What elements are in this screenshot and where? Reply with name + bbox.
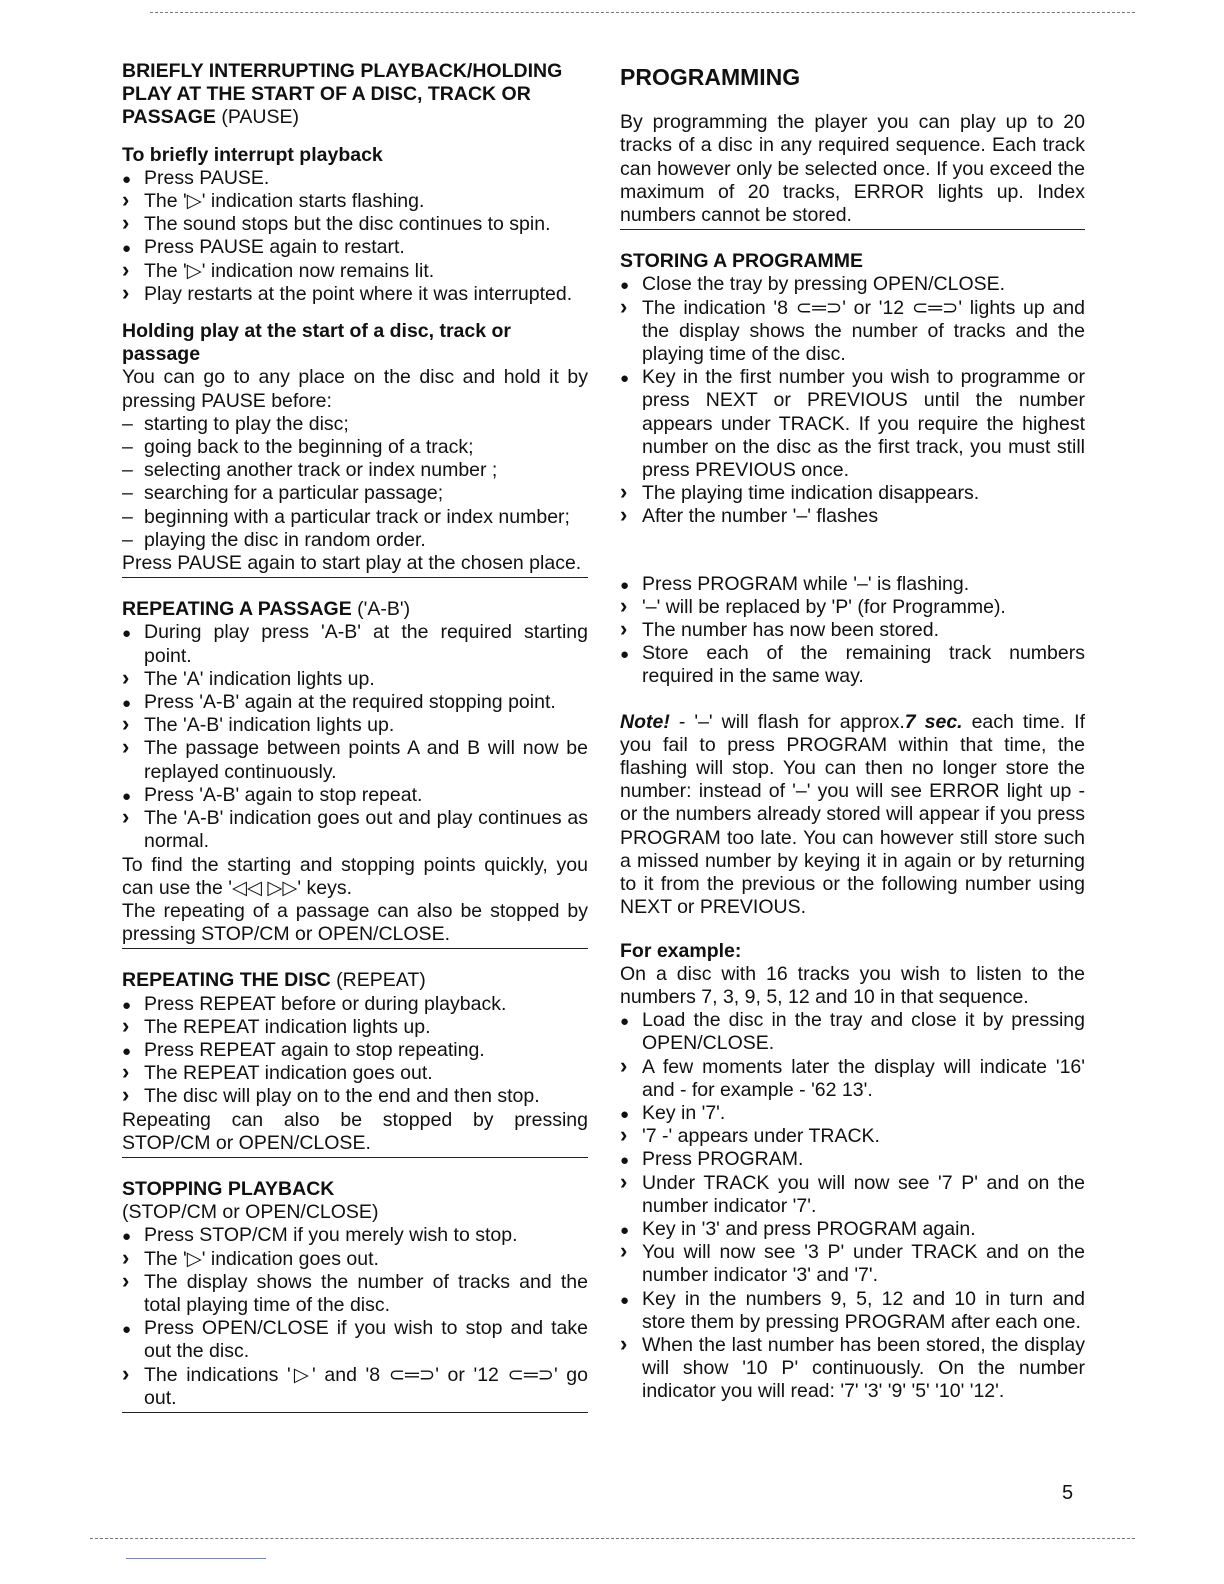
left-column	[122, 60, 588, 1433]
step-action	[620, 1288, 1085, 1334]
arrow-icon	[122, 1271, 142, 1294]
item-text: The '▷' indication starts flashing.	[144, 190, 425, 213]
store-section	[620, 250, 1085, 1403]
step-action	[620, 1218, 1085, 1241]
step-action	[122, 691, 588, 714]
programming-intro-section	[620, 66, 1085, 230]
arrow-icon	[620, 1334, 640, 1357]
step-result	[122, 668, 588, 691]
note-label: Note!	[620, 710, 670, 733]
arrow-icon	[620, 297, 640, 320]
step-action	[122, 236, 588, 259]
step-action	[620, 1148, 1085, 1171]
ab-heading: REPEATING A PASSAGE ('A-B')	[122, 598, 411, 621]
item-text: The disc will play on to the end and then stop.	[144, 1085, 540, 1108]
item-text: Press PROGRAM while '–' is flashing.	[642, 572, 970, 595]
item-text: playing the disc in random order.	[144, 528, 426, 551]
item-text: The REPEAT indication lights up.	[144, 1015, 431, 1038]
item-text: The 'A-B' indication goes out and play continues as normal.	[144, 807, 588, 853]
step-result	[122, 190, 588, 213]
step-result	[122, 1062, 588, 1085]
step-result	[620, 596, 1085, 619]
item-text: Press PAUSE.	[144, 166, 270, 189]
step-result	[122, 1085, 588, 1108]
item-text: Play restarts at the point where it was interrupted.	[144, 282, 573, 305]
item-text: During play press 'A-B' at the required starting point.	[144, 621, 588, 667]
store-note: Note! - '–' will flash for approx.7 sec. each time. If you fail to press PROGRAM within that time, the flashing will stop. You can then no longer store the number: instead of '–' you will see ERROR light up - or the numbers already stored will appear if you press PROGRAM too late. You can however still store such a missed number by keying it in again or by returning to it from the previous or the following number using NEXT or PREVIOUS.	[620, 710, 1085, 919]
bullet-icon	[620, 1009, 640, 1033]
step-action	[122, 167, 588, 190]
item-text: searching for a particular passage;	[144, 482, 444, 505]
item-text: The number has now been stored.	[642, 619, 940, 642]
step-result	[122, 1248, 588, 1271]
ab-tip: To find the starting and stopping points quickly, you can use the '◁◁ ▷▷' keys.	[122, 853, 588, 899]
item-text: The '▷' indication now remains lit.	[144, 259, 435, 282]
dash-item	[122, 482, 588, 505]
arrow-icon	[122, 668, 142, 691]
item-text: Close the tray by pressing OPEN/CLOSE.	[642, 273, 1006, 296]
item-text: Press 'A-B' again to stop repeat.	[144, 783, 423, 806]
step-action	[620, 1102, 1085, 1125]
step-result	[122, 283, 588, 306]
step-action	[122, 784, 588, 807]
ab-section	[122, 598, 588, 949]
item-text: The passage between points A and B will now be replayed continuously.	[144, 737, 588, 783]
arrow-icon	[122, 807, 142, 830]
bullet-icon	[620, 1288, 640, 1312]
step-result	[122, 714, 588, 737]
item-text: Press STOP/CM if you merely wish to stop.	[144, 1224, 518, 1247]
spacer	[620, 529, 1085, 573]
item-text: Key in the numbers 9, 5, 12 and 10 in turn and store them by pressing PROGRAM after each one.	[642, 1287, 1085, 1333]
pause-hold-outro: Press PAUSE again to start play at the chosen place.	[122, 552, 582, 575]
bullet-icon	[620, 366, 640, 390]
pause-subheading-hold: Holding play at the start of a disc, track or passage	[122, 320, 512, 366]
item-text: beginning with a particular track or index number;	[144, 505, 570, 528]
item-text: Press PAUSE again to restart.	[144, 236, 405, 259]
repeat-heading: REPEATING THE DISC (REPEAT)	[122, 969, 426, 992]
store-heading: STORING A PROGRAMME	[620, 250, 864, 273]
item-text: You will now see '3 P' under TRACK and on the number indicator '3' and '7'.	[642, 1241, 1085, 1287]
step-action	[620, 642, 1085, 688]
item-text: The indications '▷' and '8 ⊂═⊃' or '12 ⊂═⊃' go out.	[144, 1363, 588, 1409]
arrow-icon	[620, 619, 640, 642]
item-text: Press REPEAT again to stop repeating.	[144, 1038, 485, 1061]
step-action	[122, 1224, 588, 1247]
dash-icon	[122, 506, 142, 529]
scan-artifact-bottom	[90, 1538, 1135, 1539]
step-result	[122, 1271, 588, 1317]
item-text: The '▷' indication goes out.	[144, 1247, 379, 1270]
step-action	[122, 1039, 588, 1062]
programming-title: PROGRAMMING	[620, 64, 801, 90]
bullet-icon	[122, 621, 142, 645]
arrow-icon	[122, 283, 142, 306]
step-action	[620, 573, 1085, 596]
arrow-icon	[620, 505, 640, 528]
item-text: The indication '8 ⊂═⊃' or '12 ⊂═⊃' lights up and the display shows the number of tracks and the playing time of the disc.	[642, 296, 1085, 366]
item-text: Press PROGRAM.	[642, 1148, 804, 1171]
pause-hold-intro: You can go to any place on the disc and hold it by pressing PAUSE before:	[122, 366, 588, 412]
repeat-stop-note: Repeating can also be stopped by pressing STOP/CM or OPEN/CLOSE.	[122, 1108, 588, 1154]
pause-steps	[122, 167, 588, 306]
arrow-icon	[620, 1241, 640, 1264]
item-text: going back to the beginning of a track;	[144, 436, 474, 459]
item-text: Press OPEN/CLOSE if you wish to stop and take out the disc.	[144, 1317, 588, 1363]
step-action	[620, 273, 1085, 296]
item-text: selecting another track or index number ;	[144, 459, 498, 482]
item-text: Press REPEAT before or during playback.	[144, 992, 507, 1015]
item-text: Key in the first number you wish to programme or press NEXT or PREVIOUS until the number appears under TRACK. If you require the highest number on the disc as the first track, you must still press PREVIOUS once.	[642, 366, 1085, 482]
step-result	[620, 482, 1085, 505]
store-steps-1	[620, 273, 1085, 528]
dash-item	[122, 506, 588, 529]
dash-icon	[122, 436, 142, 459]
step-result	[122, 737, 588, 783]
dash-icon	[122, 459, 142, 482]
item-text: A few moments later the display will indicate '16' and - for example - '62 13'.	[642, 1055, 1085, 1101]
dash-item	[122, 459, 588, 482]
item-text: '–' will be replaced by 'P' (for Programme).	[642, 595, 1006, 618]
arrow-icon	[122, 737, 142, 760]
arrow-icon	[620, 1172, 640, 1195]
step-result	[122, 807, 588, 853]
store-steps-2	[620, 573, 1085, 689]
step-result	[122, 260, 588, 283]
programming-intro: By programming the player you can play up to 20 tracks of a disc in any required sequence. Each track can however only be selected once. If you exceed the maximum of 20 tracks, ERROR lights up. Index numbers cannot be stored.	[620, 111, 1085, 227]
bullet-icon	[620, 642, 640, 666]
item-text: The REPEAT indication goes out.	[144, 1062, 433, 1085]
item-text: Key in '3' and press PROGRAM again.	[642, 1217, 976, 1240]
arrow-icon	[620, 1056, 640, 1079]
stop-section	[122, 1178, 588, 1413]
item-text: The playing time indication disappears.	[642, 482, 980, 505]
arrow-icon	[122, 213, 142, 236]
pause-heading: BRIEFLY INTERRUPTING PLAYBACK/HOLDING PLAY AT THE START OF A DISC, TRACK OR PASSAGE (PAUSE)	[122, 60, 563, 129]
repeat-section	[122, 969, 588, 1158]
step-action	[122, 993, 588, 1016]
step-result	[620, 297, 1085, 367]
repeat-steps	[122, 993, 588, 1109]
pause-section	[122, 60, 588, 578]
step-result	[620, 1241, 1085, 1287]
step-result	[122, 1364, 588, 1410]
scan-artifact-top	[150, 12, 1135, 13]
dash-item	[122, 413, 588, 436]
example-heading: For example:	[620, 939, 742, 962]
item-text: starting to play the disc;	[144, 412, 349, 435]
item-text: Under TRACK you will now see '7 P' and on the number indicator '7'.	[642, 1171, 1085, 1217]
step-result	[620, 1125, 1085, 1148]
step-result	[620, 1056, 1085, 1102]
step-action	[122, 621, 588, 667]
ab-stop-note: The repeating of a passage can also be stopped by pressing STOP/CM or OPEN/CLOSE.	[122, 899, 588, 946]
item-text: Press 'A-B' again at the required stopping point.	[144, 691, 556, 714]
item-text: The sound stops but the disc continues to spin.	[144, 213, 551, 236]
dash-item	[122, 436, 588, 459]
dash-icon	[122, 482, 142, 505]
arrow-icon	[122, 1016, 142, 1039]
dash-item	[122, 529, 588, 552]
ab-steps	[122, 621, 588, 853]
item-text: After the number '–' flashes	[642, 505, 879, 528]
step-result	[122, 1016, 588, 1039]
pause-subheading-interrupt: To briefly interrupt playback	[122, 143, 383, 166]
dash-icon	[122, 529, 142, 552]
item-text: Load the disc in the tray and close it by pressing OPEN/CLOSE.	[642, 1009, 1085, 1055]
item-text: The display shows the number of tracks and the total playing time of the disc.	[144, 1270, 588, 1316]
example-steps	[620, 1009, 1085, 1403]
right-column	[620, 60, 1085, 1404]
arrow-icon	[122, 1085, 142, 1108]
item-text: Key in '7'.	[642, 1101, 726, 1124]
step-action	[122, 1317, 588, 1363]
step-action	[620, 366, 1085, 482]
step-result	[620, 1334, 1085, 1404]
stop-heading: STOPPING PLAYBACK	[122, 1177, 335, 1200]
item-text: Store each of the remaining track numbers required in the same way.	[642, 642, 1085, 688]
pause-hold-list	[122, 413, 588, 552]
dash-icon	[122, 413, 142, 436]
step-result	[620, 505, 1085, 528]
page-number: 5	[1062, 1482, 1074, 1504]
arrow-icon	[122, 1364, 142, 1387]
stop-subheading: (STOP/CM or OPEN/CLOSE)	[122, 1201, 379, 1224]
item-text: '7 -' appears under TRACK.	[642, 1125, 880, 1148]
example-intro: On a disc with 16 tracks you wish to listen to the numbers 7, 3, 9, 5, 12 and 10 in that sequence.	[620, 962, 1085, 1008]
step-result	[620, 1172, 1085, 1218]
item-text: The 'A' indication lights up.	[144, 667, 375, 690]
scan-artifact-blue-line	[126, 1558, 266, 1559]
item-text: The 'A-B' indication lights up.	[144, 714, 395, 737]
step-result	[620, 619, 1085, 642]
step-action	[620, 1009, 1085, 1055]
item-text: When the last number has been stored, the display will show '10 P' continuously. On the number indicator you will read: '7' '3' '9' '5' '10' '12'.	[642, 1333, 1085, 1403]
stop-steps	[122, 1224, 588, 1410]
step-result	[122, 213, 588, 236]
bullet-icon	[122, 1317, 142, 1341]
arrow-icon	[620, 1125, 640, 1148]
